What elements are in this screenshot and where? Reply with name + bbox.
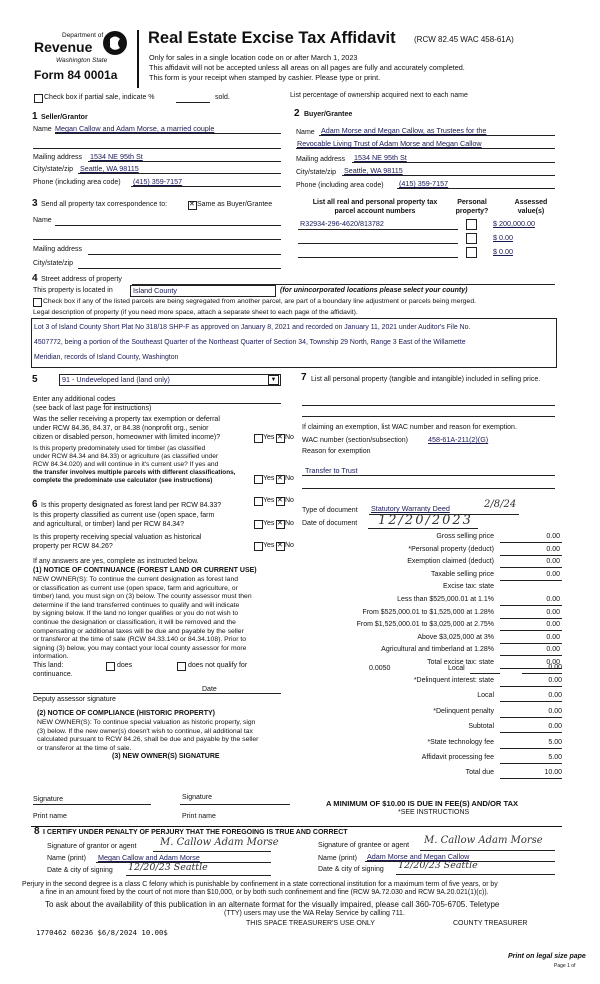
seller-phone-label: Phone (including area code)	[33, 179, 121, 186]
tax-row-value[interactable]: 0.00	[548, 677, 562, 684]
section-7-number: 7	[301, 372, 307, 383]
minimum-due-note: A MINIMUM OF $10.00 IS DUE IN FEE(S) AND/OR TAX	[326, 799, 519, 808]
owner-signature-label-1: Signature	[33, 796, 63, 803]
tax-row-value[interactable]: 0.00	[546, 621, 560, 629]
tax-row-value[interactable]: 0.00	[546, 558, 560, 566]
section-3-city-label: City/state/zip	[33, 260, 74, 267]
tax-row-value[interactable]: 0.00	[546, 633, 560, 641]
grantor-date-value[interactable]: 12/20/23 Seattle	[128, 862, 208, 873]
notice-1-line: timber) land, you must sign on (3) below. The county assessor must then	[33, 593, 252, 601]
section-3-label: Send all property tax correspondence to:	[41, 201, 168, 208]
grantor-signature-label: Signature of grantor or agent	[47, 843, 137, 850]
land-does-label: does	[117, 662, 133, 669]
form-title: Real Estate Excise Tax Affidavit	[148, 29, 396, 47]
notice-2-line: NEW OWNER(S): To continue special valuation as historic property, sign	[37, 719, 256, 726]
parcel-number-1[interactable]: R32934-296-4620/813782	[300, 219, 384, 228]
alt-format-note: To ask about the availability of this publication in an alternate format for the visually impaired, please call 360-705-6705. Teletype	[45, 900, 500, 909]
historic-yes-label: Yes	[263, 542, 275, 549]
deputy-signature-line	[33, 693, 281, 694]
parcel-line-3	[298, 257, 458, 258]
tax-row-label: *Delinquent interest: state	[413, 677, 494, 684]
doc-type-handwritten: 2/8/24	[484, 499, 517, 510]
doc-type-label: Type of document	[302, 507, 358, 514]
tax-row-line	[500, 630, 562, 631]
timber-yes-label: Yes	[263, 475, 275, 482]
q-timber-line-5: complete the predominate use calculator (see instructions)	[33, 477, 213, 484]
grantee-name-value[interactable]: Adam Morse and Megan Callow	[367, 852, 470, 861]
q-current-use-line-2: and agricultural, or timber) land per RCW 84.34?	[33, 521, 184, 528]
buyer-city-line	[342, 175, 555, 176]
q-exemption-line-2: under RCW 84.36, 84.37, or 84.38 (nonprofit org., senior	[33, 425, 209, 432]
ownership-note: List percentage of ownership acquired next to each name	[290, 92, 468, 99]
q-timber-line-2: under RCW 84.34 and 84.33) or agriculture (as classified under	[33, 453, 219, 460]
tax-row-line	[500, 605, 562, 606]
notice-1-line: signing (3) below, you may contact your local county assessor for more	[33, 644, 247, 652]
parcel-line-2	[298, 243, 458, 244]
q-current-use-line-1: Is this property classified as current use (open space, farm	[33, 512, 215, 519]
buyer-mailing-label: Mailing address	[296, 156, 346, 163]
wac-number-value[interactable]: 458-61A-211(2)(G)	[428, 435, 489, 444]
tax-row-line	[500, 701, 562, 702]
grantee-signature[interactable]: M. Callow Adam Morse	[424, 835, 543, 846]
exemption-reason-value[interactable]: Transfer to Trust	[305, 466, 358, 475]
local-rate: 0.0050	[369, 665, 391, 672]
county-value: Island County	[133, 286, 177, 295]
section-8-top-rule	[31, 826, 562, 827]
buyer-phone-value[interactable]: (415) 359-7157	[399, 179, 449, 188]
owner-signature-label-2: Signature	[182, 794, 212, 801]
notice-1-line: or transferor at the time of sale (RCW 84.33.140 or 84.34.108). Prior to	[33, 636, 247, 644]
tax-row-label: Affidavit processing fee	[421, 754, 494, 761]
section-3-number: 3	[32, 198, 38, 209]
historic-yes-checkbox[interactable]	[254, 542, 263, 551]
tax-row-label: *State technology fee	[427, 738, 494, 746]
tax-row-label: From $1,525,000.01 to $3,025,000 at 2.75%	[356, 621, 494, 629]
grantor-signature[interactable]: M. Callow Adam Morse	[160, 837, 279, 848]
tax-row-label: *Personal property (deduct)	[408, 545, 494, 553]
grantee-signature-line	[420, 850, 555, 851]
legal-description-box[interactable]	[31, 318, 557, 368]
current-use-yes-label: Yes	[263, 520, 275, 527]
tax-row-value[interactable]: 5.00	[548, 738, 562, 746]
exemption-reason-label: Reason for exemption	[302, 448, 371, 455]
county-note: (for unincorporated locations please select your county)	[280, 287, 468, 294]
parcel-line-1	[298, 229, 458, 230]
q-historic-line-2: property per RCW 84.26?	[33, 543, 113, 550]
page-number: Page 1 of	[554, 963, 576, 969]
q-forest-label: Is this property designated as forest land per RCW 84.33?	[41, 502, 222, 509]
assessed-value-2[interactable]: $ 0.00	[493, 233, 513, 242]
tax-row-label: Excise tax: state	[443, 583, 494, 591]
section-3-name-line	[55, 225, 281, 226]
tax-row-label: From $525,000.01 to $1,525,000 at 1.28%	[362, 608, 494, 616]
forest-no-label: No	[285, 497, 294, 504]
tax-row-line	[500, 717, 562, 718]
tax-row-line	[500, 580, 562, 581]
grantor-name-value[interactable]: Megan Callow and Adam Morse	[98, 853, 200, 862]
segregated-checkbox[interactable]	[33, 298, 42, 307]
section-3-name-line-2	[33, 239, 281, 240]
grantor-signature-line	[153, 851, 271, 852]
continuance-label: continuance.	[33, 671, 73, 678]
deputy-signature-label: Deputy assessor signature	[33, 696, 116, 703]
owner-signature-line-1	[33, 804, 151, 805]
q-timber-line-3: RCW 84.34.020) and will continue in it's current use? If yes and	[33, 461, 219, 468]
tax-row-label: Local	[477, 692, 494, 700]
local-label: Local	[448, 665, 465, 672]
partial-sale-label: Check box if partial sale, indicate %	[44, 94, 155, 101]
seller-phone-value[interactable]: (415) 359-7157	[133, 177, 183, 186]
tax-row-label: Taxable selling price	[430, 570, 494, 578]
section-1-number: 1	[32, 111, 38, 122]
notice-1-title: (1) NOTICE OF CONTINUANCE (FOREST LAND OR CURRENT USE)	[33, 567, 257, 574]
notice-1-line: NEW OWNER(S): To continue the current designation as forest land	[33, 576, 239, 583]
grantee-name-label: Name (print)	[318, 855, 357, 862]
tax-row-line	[500, 542, 562, 543]
personal-property-checkbox-2[interactable]	[466, 233, 477, 244]
same-as-buyer-label: Same as Buyer/Grantee	[197, 201, 273, 208]
tax-row-label: Agricultural and timberland at 1.28%	[381, 646, 494, 654]
tax-row-line	[500, 686, 562, 687]
historic-no-checkbox[interactable]	[276, 542, 285, 551]
section-3-city-line	[78, 268, 281, 269]
located-in-label: This property is located in	[33, 287, 113, 294]
dor-logo-icon	[102, 30, 128, 56]
seller-phone-line	[131, 186, 281, 187]
q-exemption-line-3: citizen or disabled person, homeowner with limited income)?	[33, 434, 221, 441]
seller-mailing-value[interactable]: 1534 NE 95th St	[90, 152, 143, 161]
tax-row-line	[500, 655, 562, 656]
additional-codes-label: Enter any additional codes	[33, 396, 116, 403]
seller-mailing-label: Mailing address	[33, 154, 83, 161]
logo-dept-text: Department of	[62, 32, 104, 39]
buyer-city-value[interactable]: Seattle, WA 98115	[344, 166, 403, 175]
header-divider	[137, 30, 139, 88]
buyer-name-value-2[interactable]: Revocable Living Trust of Adam Morse and Megan Callow	[297, 139, 482, 148]
exemption-reason-line-1	[302, 475, 555, 476]
tax-row-label: Subtotal	[468, 723, 494, 731]
grantee-date-label: Date & city of signing	[318, 866, 384, 873]
tax-row-line	[500, 555, 562, 556]
additional-codes-line	[103, 403, 281, 404]
buyer-name-line-2	[296, 148, 555, 149]
owner-print-label-1: Print name	[33, 813, 67, 820]
personal-property-line-1	[302, 405, 555, 406]
forest-yes-label: Yes	[263, 497, 275, 504]
exemption-no-checkbox[interactable]	[276, 434, 285, 443]
certify-statement: I CERTIFY UNDER PENALTY OF PERJURY THAT THE FOREGOING IS TRUE AND CORRECT	[43, 829, 348, 836]
assessed-value-col-header: Assessed value(s)	[514, 199, 548, 215]
historic-no-label: No	[285, 542, 294, 549]
seller-city-line	[78, 173, 281, 174]
same-as-buyer-checkbox[interactable]	[188, 201, 197, 210]
tax-row-label: Gross selling price	[436, 533, 494, 540]
tax-row-value[interactable]: 0.00	[546, 608, 560, 616]
buyer-name-line-1	[319, 135, 555, 136]
timber-no-checkbox[interactable]	[276, 475, 285, 484]
notice-2-line: (3) below. If the new owner(s) doesn't wish to continue, all additional tax	[37, 727, 253, 735]
logo-revenue-text: Revenue	[34, 39, 93, 55]
current-use-no-checkbox[interactable]	[276, 520, 285, 529]
grantee-date-line	[396, 874, 555, 875]
tax-row-value[interactable]: 10.00	[544, 769, 562, 777]
tax-row-value[interactable]: 5.00	[548, 754, 562, 761]
section-3-mailing-label: Mailing address	[33, 246, 83, 253]
notice-3-title: (3) NEW OWNER(S) SIGNATURE	[112, 753, 220, 760]
grantor-name-label: Name (print)	[47, 855, 86, 862]
notice-1-line: by signing below. If the land no longer qualifies or you do not wish to	[33, 610, 239, 618]
owner-signature-line-2	[180, 804, 290, 805]
q-exemption-line-1: Was the seller receiving a property tax exemption or deferral	[33, 416, 220, 423]
section-3-mailing-line	[88, 254, 281, 255]
tax-row-line	[500, 567, 562, 568]
seller-city-label: City/state/zip	[33, 166, 74, 173]
personal-property-line-2	[302, 416, 555, 417]
grantee-date-value[interactable]: 12/20/23 Seattle	[398, 860, 478, 871]
segregated-label: Check box if any of the listed parcels are being segregated from another parcel, are part of a boundary line adjustment or parcels being merged.	[43, 298, 476, 305]
section-8-number: 8	[34, 826, 40, 837]
header-note-1: Only for sales in a single location code on or after March 1, 2023	[149, 53, 358, 62]
tax-row-value[interactable]: 0.00	[546, 545, 560, 553]
exemption-yes-checkbox[interactable]	[254, 434, 263, 443]
tax-row-line	[500, 643, 562, 644]
tax-row-value[interactable]: 0.00	[548, 692, 562, 700]
additional-codes-note: (see back of last page for instructions)	[33, 405, 152, 412]
doc-date-label: Date of document	[302, 520, 358, 527]
legal-description-label: Legal description of property (if you need more space, attach a separate sheet to each page of the affidavit).	[33, 309, 358, 316]
local-value[interactable]: 0.00	[548, 664, 562, 671]
legal-description-line-1: Lot 3 of Island County Short Plat No 318/18 SHP-F as approved on January 8, 2021 and recorded on January 11, 2021 under Auditor's File No.	[34, 324, 471, 331]
deputy-date-label: Date	[202, 686, 217, 693]
land-use-value: 91 - Undeveloped land (land only)	[62, 375, 170, 384]
header-note-3: This form is your receipt when stamped by cashier. Please type or print.	[149, 73, 381, 82]
notice-2-line: calculated pursuant to RCW 84.26, shall be due and payable by the seller	[37, 736, 259, 744]
buyer-mailing-line	[352, 162, 555, 163]
buyer-mailing-value[interactable]: 1534 NE 95th St	[354, 153, 407, 162]
treasurer-use-label: THIS SPACE TREASURER'S USE ONLY	[246, 920, 375, 927]
personal-property-list-label: List all personal property (tangible and intangible) included in selling price.	[311, 376, 541, 383]
land-does-checkbox[interactable]	[106, 662, 115, 671]
seller-mailing-line	[88, 161, 281, 162]
tax-row-value[interactable]: 0.00	[548, 723, 562, 731]
exemption-claim-label: If claiming an exemption, list WAC number and reason for exemption.	[302, 424, 517, 431]
grantor-date-line	[126, 875, 271, 876]
tax-row-label: Total due	[465, 769, 494, 777]
seller-name-label: Name	[33, 126, 52, 133]
current-use-no-label: No	[285, 520, 294, 527]
section-4-number: 4	[32, 273, 38, 284]
tax-row-value[interactable]: 0.00	[546, 533, 560, 540]
tax-row-line	[500, 778, 562, 779]
tax-row-label: Above $3,025,000 at 3%	[417, 633, 494, 641]
doc-date-value[interactable]: 12/20/2023	[378, 513, 473, 528]
tax-row-line	[500, 732, 562, 733]
legal-size-note: Print on legal size pape	[508, 953, 586, 960]
this-land-label: This land:	[33, 662, 64, 669]
perjury-note-2: a fine in an amount fixed by the court of not more than $10,000, or by both such confinement and fine (RCW 9A.72.030 and RCW 9A.20.021(1)(c)).	[40, 889, 489, 896]
tty-note: (TTY) users may use the WA Relay Service by calling 711.	[224, 910, 405, 917]
tax-row-line	[500, 618, 562, 619]
buyer-name-label: Name	[296, 129, 315, 136]
notice-1-line: or classification as current use (open space, farm and agriculture, or	[33, 584, 238, 592]
notice-1-line: determine if the land transferred continues to qualify and will indicate	[33, 601, 240, 609]
section-5-number: 5	[32, 374, 38, 385]
exemption-no-label: No	[285, 434, 294, 441]
personal-property-checkbox-1[interactable]	[466, 219, 477, 230]
owner-print-label-2: Print name	[182, 813, 216, 820]
tax-row-line	[500, 748, 562, 749]
treasurer-stamp: 1770462 60236 $6/8/2024 10.00$	[36, 928, 168, 937]
current-use-yes-checkbox[interactable]	[254, 520, 263, 529]
form-rcw: (RCW 82.45 WAC 458-61A)	[414, 35, 514, 44]
local-value-line	[522, 673, 562, 674]
header-note-2: This affidavit will not be accepted unless all areas on all pages are fully and accurately completed.	[149, 63, 465, 72]
tax-row-line	[500, 763, 562, 764]
timber-no-label: No	[285, 475, 294, 482]
seller-name-value[interactable]: Megan Callow and Adam Morse, a married couple	[55, 124, 215, 133]
notice-1-line: continue the designation or classification, it will be removed and the	[33, 619, 236, 626]
tax-row-label: Less than $525,000.01 at 1.1%	[397, 596, 494, 603]
county-select[interactable]	[130, 285, 276, 297]
section-3-name-label: Name	[33, 217, 52, 224]
parcels-col-header: List all real and personal property tax parcel account numbers	[312, 199, 438, 215]
exemption-reason-line-2	[302, 488, 555, 489]
seller-name-line-2	[33, 148, 281, 149]
partial-sale-checkbox[interactable]	[34, 94, 43, 103]
notice-2-title: (2) NOTICE OF COMPLIANCE (HISTORIC PROPERTY)	[37, 710, 215, 717]
see-instructions-note: *SEE INSTRUCTIONS	[398, 809, 470, 816]
notice-1-line: information.	[33, 653, 69, 661]
wac-number-label: WAC number (section/subsection)	[302, 437, 408, 444]
seller-name-line	[55, 133, 281, 134]
buyer-phone-line	[397, 188, 555, 189]
q-timber-line-1: Is this property predominately used for timber (as classified	[33, 445, 206, 452]
buyer-heading: Buyer/Grantee	[304, 111, 353, 118]
tax-row-value[interactable]: 0.00	[546, 570, 560, 578]
assessed-value-1[interactable]: $ 200,000.00	[493, 219, 535, 228]
buyer-name-value-1[interactable]: Adam Morse and Megan Callow, as Trustees for the	[321, 126, 487, 135]
any-yes-note: If any answers are yes, complete as instructed below.	[33, 558, 199, 565]
land-use-select[interactable]	[59, 374, 281, 386]
doc-date-line	[368, 528, 478, 529]
tax-row-value[interactable]: 0.00	[548, 707, 562, 715]
tax-row-label: Total excise tax: state	[427, 659, 494, 666]
form-number: Form 84 0001a	[34, 68, 118, 82]
forest-no-checkbox[interactable]	[276, 497, 285, 506]
seller-city-value[interactable]: Seattle, WA 98115	[80, 164, 139, 173]
section-6-number: 6	[32, 499, 38, 510]
chevron-down-icon[interactable]: ▼	[268, 375, 279, 385]
local-line	[470, 673, 500, 674]
county-treasurer-label: COUNTY TREASURER	[453, 920, 528, 927]
exemption-yes-label: Yes	[263, 434, 275, 441]
buyer-city-label: City/state/zip	[296, 169, 337, 176]
legal-description-line-3: Meridian, records of Island County, Washington	[34, 354, 179, 361]
section-2-number: 2	[294, 108, 300, 119]
notice-1-line: compensating or additional taxes will be due and payable by the seller	[33, 627, 244, 635]
q-historic-line-1: Is this property receiving special valuation as historical	[33, 534, 202, 541]
tax-row-value[interactable]: 0.00	[546, 646, 560, 654]
partial-percent-line	[176, 102, 210, 103]
assessed-value-3[interactable]: $ 0.00	[493, 247, 513, 256]
personal-property-checkbox-3[interactable]	[466, 247, 477, 258]
seller-heading: Seller/Grantor	[41, 114, 88, 121]
notice-2-line: or transferor at the time of sale.	[37, 744, 132, 752]
tax-row-label: Exemption claimed (deduct)	[407, 558, 494, 566]
q-timber-line-4: the transfer involves multiple parcels with different classifications,	[33, 469, 236, 476]
buyer-phone-label: Phone (including area code)	[296, 182, 384, 189]
personal-property-col-header: Personal property?	[455, 199, 489, 215]
land-does-not-label: does not qualify for	[188, 662, 248, 669]
partial-sold-label: sold.	[215, 94, 230, 101]
tax-row-value[interactable]: 0.00	[546, 659, 560, 666]
grantee-signature-label: Signature of grantee or agent	[318, 842, 410, 849]
tax-row-label: *Delinquent penalty	[433, 707, 494, 715]
grantor-date-label: Date & city of signing	[47, 867, 113, 874]
tax-row-value[interactable]: 0.00	[546, 596, 560, 603]
logo-state-text: Washington State	[56, 57, 108, 64]
land-does-not-checkbox[interactable]	[177, 662, 186, 671]
forest-yes-checkbox[interactable]	[254, 497, 263, 506]
timber-yes-checkbox[interactable]	[254, 475, 263, 484]
perjury-note-1: Perjury in the second degree is a class C felony which is punishable by confinement in a state correctional institution for a maximum term of five years, or by	[22, 881, 498, 888]
doc-type-value[interactable]: Statutory Warranty Deed	[371, 504, 450, 513]
legal-description-line-2: 4507772, being a portion of the Southeast Quarter of the Northeast Quarter of Section 34, Township 29 North, Range 3 East of the Willamette	[34, 339, 466, 346]
street-address-label: Street address of property	[41, 276, 122, 283]
